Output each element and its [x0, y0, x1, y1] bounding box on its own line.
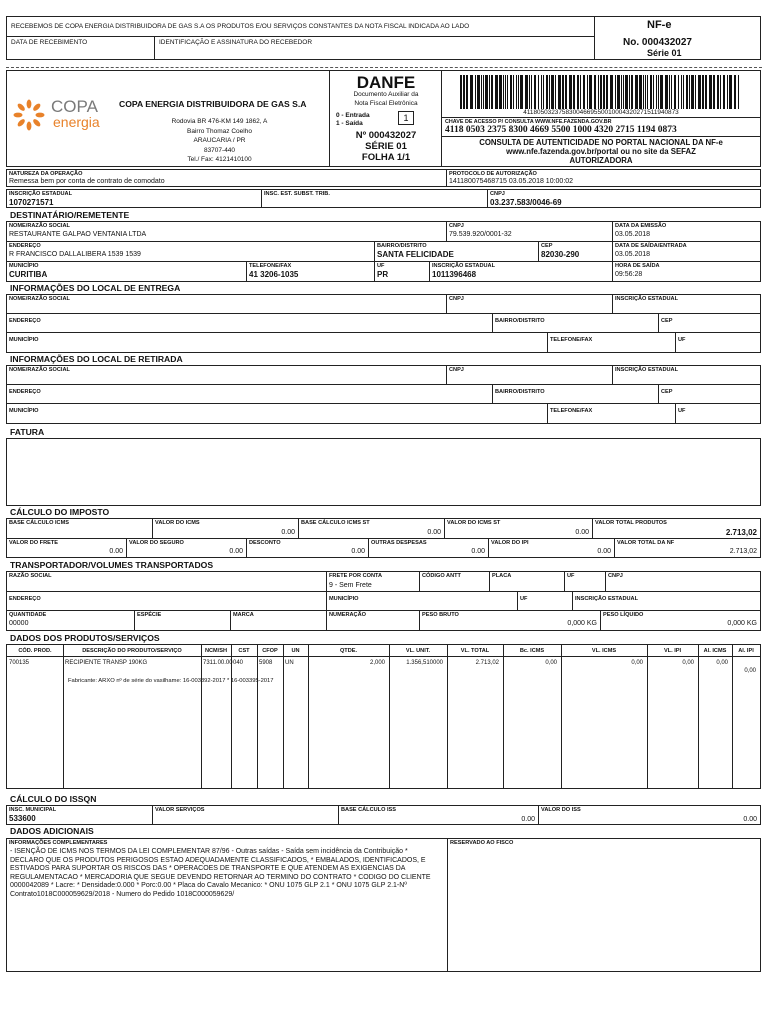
exit-date-label: DATA DE SAÍDA/ENTRADA [615, 243, 687, 249]
access-key-label: CHAVE DE ACESSO P/ CONSULTA WWW.NFE.FAZENDA.GOV.BR [445, 119, 612, 125]
issqn-base-label: BASE CÁLCULO ISS [341, 807, 397, 813]
ie-label: INSCRIÇÃO ESTADUAL [9, 191, 72, 197]
recipient-name-label: NOME/RAZÃO SOCIAL [9, 223, 70, 229]
additional-info-text: - ISENÇÃO DE ICMS NOS TERMOS DA LEI COMPLEMENTAR 87/96 - Outras saídas - Saída sem incidência da Contribuição * DECLARO QUE OS PRODUTOS PERIGOSOS ESTAO ADEQUADAMENTE CLASSIFICADOS, * EMBALADOS, IDENTIFICADOS, E ESTIVADOS PARA SUPORTAR OS RISCOS DAS * OPERACOES DE TRANSPORTE E QUE ATENDEM AS EXIGENCIAS DA REGULAMENTACAO * MERCADORIA QUE SEGUE DEVENDO RETORNAR AO TERMINO DO CONTRATO * CODIGO DO CLIENTE 0000042089 * Lacre: * Densidade:0.000 * Porc:0.00 * Placa do Cavalo Mecanico: * ONU 1075 GLP 2.1 * ONU 1075 GLP 2.1-Nº Contrato1018C000059629/2018 - Numero do Pedido 1018C000059629/ [10, 848, 431, 898]
column-header-icms: VL. ICMS [591, 648, 617, 654]
issqn-services-label: VALOR SERVIÇOS [155, 807, 205, 813]
recipient-cnpj-value: 79.539.920/0001-32 [449, 231, 512, 238]
delivery-address-label: ENDEREÇO [9, 318, 41, 324]
company-logo [13, 97, 113, 133]
tax-insurance-value: 0.00 [229, 548, 243, 555]
consult-line-2: www.nfe.fazenda.gov.br/portal ou no site da SEFAZ [506, 147, 696, 156]
tax-base-icms-st-label: BASE CÁLCULO ICMS ST [301, 520, 370, 526]
tax-discount-value: 0.00 [351, 548, 365, 555]
net-weight-value: 0,000 KG [727, 620, 757, 627]
tax-freight-label: VALOR DO FRETE [9, 540, 58, 546]
carrier-uf-label: UF [567, 573, 575, 579]
danfe-title: DANFE [356, 73, 416, 92]
section-delivery: INFORMAÇÕES DO LOCAL DE ENTREGA [10, 283, 181, 293]
issqn-im-label: INSC. MUNICIPAL [9, 807, 57, 813]
tax-icms-value: 0.00 [281, 529, 295, 536]
iest-label: INSC. EST. SUBST. TRIB. [264, 191, 330, 197]
danfe-number: Nº 000432027 [355, 130, 417, 141]
receipt-stub [6, 16, 761, 60]
carrier-uf2-label: UF [520, 596, 528, 602]
column-header-cst: CST [238, 648, 250, 654]
issqn-iss-label: VALOR DO ISS [541, 807, 581, 813]
ie-row [6, 189, 761, 208]
receipt-date-label: DATA DE RECEBIMENTO [11, 39, 88, 46]
delivery-name-label: NOME/RAZÃO SOCIAL [9, 296, 70, 302]
issqn-base-value: 0.00 [521, 816, 535, 823]
net-weight-label: PESO LÍQUIDO [603, 612, 644, 618]
issqn-im-value: 533600 [9, 814, 36, 823]
emission-value: 03.05.2018 [615, 231, 651, 238]
tax-base-icms-st-value: 0.00 [427, 529, 441, 536]
section-additional: DADOS ADICIONAIS [10, 826, 94, 836]
carrier-city-label: MUNICÍPIO [329, 596, 359, 602]
danfe-type-box: 1 [398, 111, 414, 125]
column-header-ncm: NCM/SH [204, 648, 228, 654]
issuer-address-line-3: ARAUCARIA / PR [193, 137, 246, 144]
carrier-ie-label: INSCRIÇÃO ESTADUAL [575, 596, 638, 602]
recipient-cep-label: CEP [541, 243, 553, 249]
pickup-address-label: ENDEREÇO [9, 389, 41, 395]
cell-code: 700135 [9, 660, 30, 666]
fisco-label: RESERVADO AO FISCO [450, 840, 514, 846]
section-tax: CÁLCULO DO IMPOSTO [10, 507, 110, 517]
freight-value: 9 - Sem Frete [329, 582, 372, 589]
cell-description: RECIPIENTE TRANSP 190KG [65, 660, 148, 666]
tax-freight-value: 0.00 [109, 548, 123, 555]
tax-other-value: 0.00 [471, 548, 485, 555]
column-header-ipi: VL. IPI [663, 648, 682, 654]
receipt-number: No. 000432027 [623, 37, 692, 48]
column-divider [231, 645, 232, 788]
operation-row [6, 169, 761, 187]
tax-ipi-value: 0.00 [597, 548, 611, 555]
recipient-city-value: CURITIBA [9, 270, 48, 279]
issuer-cnpj-value: 03.237.583/0046-69 [490, 198, 562, 207]
column-header-al-ipi: Al. IPI [738, 648, 754, 654]
cell-total: 2.713,02 [475, 660, 499, 666]
product-extra-info: Fabricante: ARXO nº de série do vasilhame: 16-003392-2017 * 16-003395-2017 [68, 678, 274, 684]
tax-other-label: OUTRAS DESPESAS [371, 540, 427, 546]
danfe-folha: FOLHA 1/1 [361, 152, 411, 163]
issuer-phone: Tel./ Fax: 4121410100 [187, 156, 252, 163]
recipient-uf-label: UF [377, 263, 385, 269]
section-pickup: INFORMAÇÕES DO LOCAL DE RETIRADA [10, 354, 183, 364]
issuer-address-line-2: Bairro Thomaz Coelho [187, 127, 252, 135]
pickup-uf-label: UF [678, 408, 686, 414]
recipient-uf-value: PR [377, 270, 389, 279]
quantity-value: 00000 [9, 620, 29, 627]
numbering-label: NUMERAÇÃO [329, 612, 366, 618]
delivery-city-label: MUNICÍPIO [9, 337, 39, 343]
column-header-description: DESCRIÇÃO DO PRODUTO/SERVIÇO [82, 648, 182, 654]
tax-total-products-value: 2.713,02 [725, 528, 757, 537]
section-products: DADOS DOS PRODUTOS/SERVIÇOS [10, 633, 160, 643]
cell-cst: 040 [233, 660, 244, 666]
recipient-phone-value: 41 3206-1035 [249, 270, 299, 279]
recipient-district-value: SANTA FELICIDADE [377, 250, 454, 259]
cell-bc-icms: 0,00 [545, 660, 557, 666]
delivery-ie-label: INSCRIÇÃO ESTADUAL [615, 296, 678, 302]
exit-date-value: 03.05.2018 [615, 251, 651, 258]
cell-icms: 0,00 [631, 660, 643, 666]
recipient-cnpj-label: CNPJ [449, 223, 464, 229]
access-key-value: 4118 0503 2375 8300 4669 5500 1000 4320 2715 1194 0873 [445, 125, 677, 135]
nature-value: Remessa bem por conta de contrato de comodato [9, 178, 165, 185]
species-label: ESPÉCIE [137, 612, 162, 618]
danfe-serie: SÉRIE 01 [365, 141, 407, 152]
danfe-sub-2: Nota Fiscal Eletrônica [354, 100, 418, 107]
recipient-block [6, 221, 761, 282]
pickup-ie-label: INSCRIÇÃO ESTADUAL [615, 367, 678, 373]
transport-block [6, 571, 761, 631]
tax-block [6, 518, 761, 558]
logo-word-copa: COPA [51, 97, 98, 116]
consult-line-1: CONSULTA DE AUTENTICIDADE NO PORTAL NACIONAL DA NF-e [479, 138, 723, 147]
column-divider [389, 645, 390, 788]
tax-total-products-label: VALOR TOTAL PRODUTOS [595, 520, 667, 526]
recipient-ie-value: 1011396468 [432, 270, 477, 279]
sun-logo-icon [13, 99, 45, 131]
column-divider [503, 645, 504, 788]
pickup-name-label: NOME/RAZÃO SOCIAL [9, 367, 70, 373]
header-block [6, 70, 761, 167]
cut-line [6, 67, 762, 68]
column-header-bc-icms: Bc. ICMS [519, 648, 545, 654]
column-divider [447, 645, 448, 788]
nature-label: NATUREZA DA OPERAÇÃO [9, 171, 83, 177]
additional-info-label: INFORMAÇÕES COMPLEMENTARES [9, 840, 108, 846]
cell-ncm: 7311.00.00 [203, 660, 233, 666]
column-divider [732, 645, 733, 788]
cell-ipi: 0,00 [682, 660, 694, 666]
barcode [460, 75, 742, 109]
tax-ipi-label: VALOR DO IPI [491, 540, 529, 546]
quantity-label: QUANTIDADE [9, 612, 47, 618]
cell-qty: 2,000 [369, 660, 385, 666]
tax-base-icms-label: BASE CÁLCULO ICMS [9, 520, 69, 526]
danfe-sub-1: Documento Auxiliar da [353, 91, 419, 98]
column-header-unit-price: VL. UNIT. [405, 648, 431, 654]
pickup-cep-label: CEP [661, 389, 673, 395]
recipient-name-value: RESTAURANTE GALPAO VENTANIA LTDA [9, 231, 147, 238]
pickup-district-label: BAIRRO/DISTRITO [495, 389, 545, 395]
emission-label: DATA DA EMISSÃO [615, 223, 667, 229]
tax-total-nf-value: 2.713,02 [729, 548, 757, 555]
carrier-cnpj-label: CNPJ [608, 573, 623, 579]
delivery-block [6, 294, 761, 353]
column-divider [63, 645, 64, 788]
issuer-name: COPA ENERGIA DISTRIBUIDORA DE GAS S.A [119, 99, 307, 109]
exit-time-value: 09:56:28 [615, 271, 643, 278]
section-recipient: DESTINATÁRIO/REMETENTE [10, 210, 130, 220]
receipt-sign-label: IDENTIFICAÇÃO E ASSINATURA DO RECEBEDOR [159, 39, 313, 46]
column-divider [647, 645, 648, 788]
recipient-address-value: R FRANCISCO DALLALIBERA 1539 1539 [9, 251, 141, 258]
tax-insurance-label: VALOR DO SEGURO [129, 540, 184, 546]
delivery-cep-label: CEP [661, 318, 673, 324]
invoice-block [6, 438, 761, 506]
column-divider [201, 645, 202, 788]
barcode-digits: 41180503237583004669550010004320271511940873 [523, 109, 679, 116]
additional-block [6, 838, 761, 972]
column-header-code: CÓD. PROD. [18, 648, 52, 654]
delivery-phone-label: TELEFONE/FAX [550, 337, 593, 343]
pickup-city-label: MUNICÍPIO [9, 408, 39, 414]
recipient-ie-label: INSCRIÇÃO ESTADUAL [432, 263, 495, 269]
pickup-cnpj-label: CNPJ [449, 367, 464, 373]
recipient-city-label: MUNICÍPIO [9, 263, 39, 269]
tax-discount-label: DESCONTO [249, 540, 281, 546]
recipient-district-label: BAIRRO/DISTRITO [377, 243, 427, 249]
receipt-text: RECEBEMOS DE COPA ENERGIA DISTRIBUIDORA DE GAS S.A OS PRODUTOS E/OU SERVIÇOS CONSTANTES DA NOTA FISCAL INDICADA AO LADO [11, 23, 470, 30]
delivery-cnpj-label: CNPJ [449, 296, 464, 302]
gross-weight-label: PESO BRUTO [422, 612, 459, 618]
column-header-total: VL. TOTAL [460, 648, 490, 654]
tax-icms-label: VALOR DO ICMS [155, 520, 200, 526]
brand-label: MARCA [233, 612, 254, 618]
column-divider [257, 645, 258, 788]
issqn-iss-value: 0.00 [743, 816, 757, 823]
section-issqn: CÁLCULO DO ISSQN [10, 794, 97, 804]
cell-unit-price: 1.356,510000 [406, 660, 443, 666]
column-divider [283, 645, 284, 788]
column-header-unit: UN [291, 648, 300, 654]
consult-line-3: AUTORIZADORA [569, 156, 633, 165]
column-header-al-icms: Al. ICMS [703, 648, 727, 654]
logo-word-energia: energia [53, 114, 100, 130]
protocol-value: 141180075468715 03.05.2018 10:00:02 [449, 178, 574, 185]
issqn-block [6, 805, 761, 825]
column-divider [698, 645, 699, 788]
pickup-phone-label: TELEFONE/FAX [550, 408, 593, 414]
column-header-qty: QTDE. [339, 648, 358, 654]
tax-icms-st-label: VALOR DO ICMS ST [447, 520, 501, 526]
carrier-name-label: RAZÃO SOCIAL [9, 573, 52, 579]
receipt-serie: Série 01 [647, 48, 682, 58]
section-invoice: FATURA [10, 427, 45, 437]
cell-al-ipi: 0,00 [744, 668, 756, 674]
cell-unit: UN [285, 660, 294, 666]
protocol-label: PROTOCOLO DE AUTORIZAÇÃO [449, 171, 537, 177]
issuer-address-line-4: 83707-440 [203, 146, 236, 154]
issuer-cnpj-label: CNPJ [490, 191, 505, 197]
receipt-nfe: NF-e [647, 19, 672, 31]
plate-label: PLACA [492, 573, 512, 579]
freight-label: FRETE POR CONTA [329, 573, 383, 579]
antt-label: CÓDIGO ANTT [422, 573, 461, 579]
recipient-phone-label: TELEFONE/FAX [249, 263, 292, 269]
column-divider [308, 645, 309, 788]
delivery-uf-label: UF [678, 337, 686, 343]
recipient-cep-value: 82030-290 [541, 250, 580, 259]
exit-time-label: HORA DE SAÍDA [615, 263, 660, 269]
cell-cfop: 5908 [259, 660, 273, 666]
cell-al-icms: 0,00 [716, 660, 728, 666]
tax-total-nf-label: VALOR TOTAL DA NF [617, 540, 675, 546]
section-transport: TRANSPORTADOR/VOLUMES TRANSPORTADOS [10, 560, 214, 570]
column-header-cfop: CFOP [262, 648, 278, 654]
issuer-address-line-1: Rodovia BR 476-KM 149 1862, A [171, 118, 268, 125]
danfe-entry: 0 - Entrada [336, 112, 370, 119]
delivery-district-label: BAIRRO/DISTRITO [495, 318, 545, 324]
products-table [6, 644, 761, 789]
tax-icms-st-value: 0.00 [575, 529, 589, 536]
carrier-address-label: ENDEREÇO [9, 596, 41, 602]
recipient-address-label: ENDEREÇO [9, 243, 41, 249]
ie-value: 1070271571 [9, 198, 54, 207]
gross-weight-value: 0,000 KG [567, 620, 597, 627]
danfe-exit: 1 - Saída [336, 120, 363, 127]
pickup-block [6, 365, 761, 424]
column-divider [561, 645, 562, 788]
